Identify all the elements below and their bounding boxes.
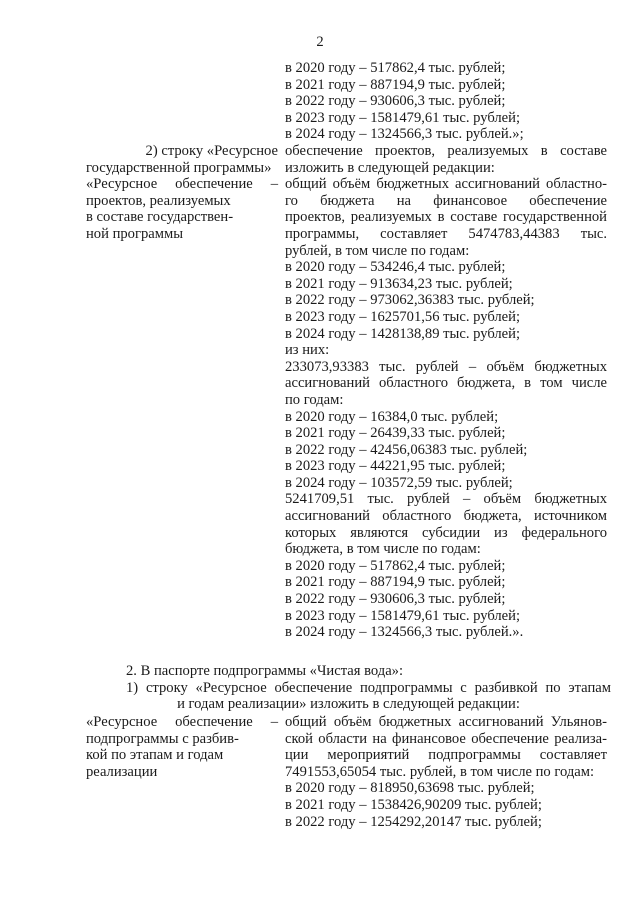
- text-line: изложить в следующей редакции:: [285, 159, 495, 176]
- text-line: программы, составляет 5474783,44383 тыс.: [285, 225, 607, 242]
- year-line: в 2023 году – 1581479,61 тыс. рублей;: [285, 607, 521, 624]
- year-line: в 2023 году – 1625701,56 тыс. рублей;: [285, 308, 521, 325]
- row-title: «Ресурсное обеспечение –: [86, 176, 278, 193]
- section2-left-column: [86, 714, 278, 780]
- text-line: ской области на финансовое обеспечение реализа-: [285, 730, 607, 747]
- year-line: в 2020 году – 517862,4 тыс. рублей;: [285, 60, 506, 76]
- text-line: обеспечение проектов, реализуемых в составе: [285, 143, 607, 159]
- row-title: ной программы: [86, 225, 184, 242]
- row-title: кой по этапам и годам: [86, 747, 224, 764]
- year-line: в 2020 году – 818950,63698 тыс. рублей;: [285, 780, 535, 797]
- year-line: в 2022 году – 42456,06383 тыс. рублей;: [285, 441, 528, 458]
- year-line: в 2023 году – 1581479,61 тыс. рублей;: [285, 109, 521, 126]
- year-line: в 2021 году – 887194,9 тыс. рублей;: [285, 76, 506, 93]
- item2-left-column: [86, 143, 278, 243]
- row-title: «Ресурсное обеспечение –: [86, 714, 278, 730]
- text-line: 7491553,65054 тыс. рублей, в том числе по годам:: [285, 763, 595, 780]
- year-line: в 2024 году – 1428138,89 тыс. рублей;: [285, 325, 521, 342]
- row-title: реализации: [86, 763, 158, 780]
- text-line: из них:: [285, 342, 330, 359]
- text-line: рублей, в том числе по годам:: [285, 242, 470, 259]
- year-line: в 2020 году – 517862,4 тыс. рублей;: [285, 557, 506, 574]
- year-line: в 2021 году – 1538426,90209 тыс. рублей;: [285, 796, 542, 813]
- intro-line: 1) строку «Ресурсное обеспечение подпрограммы с разбивкой по этапам: [126, 679, 611, 696]
- text-line: 233073,93383 тыс. рублей – объём бюджетных: [285, 358, 607, 375]
- text-line: ассигнований областного бюджета, в том числе: [285, 375, 607, 392]
- row-title: подпрограммы с разбив-: [86, 730, 239, 747]
- year-line: в 2024 году – 1324566,3 тыс. рублей.».: [285, 624, 524, 641]
- text-line: проектов, реализуемых в составе государственной: [285, 209, 607, 226]
- prior-section-years: [285, 60, 607, 143]
- year-line: в 2021 году – 887194,9 тыс. рублей;: [285, 574, 506, 591]
- text-line: по годам:: [285, 391, 344, 408]
- section2-header: [86, 663, 611, 713]
- section2-right-column: [285, 714, 607, 830]
- text-line: ции мероприятий подпрограммы составляет: [285, 747, 607, 764]
- item2-label: 2) строку «Ресурсное: [145, 143, 278, 159]
- year-line: в 2020 году – 534246,4 тыс. рублей;: [285, 259, 506, 276]
- row-title: в составе государствен-: [86, 209, 234, 226]
- text-line: общий объём бюджетных ассигнований Ульянов-: [285, 714, 607, 730]
- item2-label: государственной программы»: [86, 159, 272, 176]
- text-line: 5241709,51 тыс. рублей – объём бюджетных: [285, 491, 607, 508]
- year-line: в 2022 году – 930606,3 тыс. рублей;: [285, 591, 506, 608]
- item2-right-column: [285, 143, 607, 641]
- text-line: го бюджета на финансовое обеспечение: [285, 192, 607, 209]
- text-line: бюджета, в том числе по годам:: [285, 541, 481, 558]
- year-line: в 2022 году – 973062,36383 тыс. рублей;: [285, 292, 535, 309]
- text-line: ассигнований областного бюджета, источником: [285, 508, 607, 525]
- year-line: в 2020 году – 16384,0 тыс. рублей;: [285, 408, 499, 425]
- row-title: проектов, реализуемых: [86, 192, 231, 209]
- year-line: в 2024 году – 103572,59 тыс. рублей;: [285, 474, 513, 491]
- page-number: 2: [316, 34, 324, 50]
- intro-line: и годам реализации» изложить в следующей редакции:: [177, 696, 520, 713]
- year-line: в 2021 году – 913634,23 тыс. рублей;: [285, 275, 513, 292]
- year-line: в 2022 году – 1254292,20147 тыс. рублей;: [285, 813, 542, 830]
- year-line: в 2022 году – 930606,3 тыс. рублей;: [285, 93, 506, 110]
- year-line: в 2024 году – 1324566,3 тыс. рублей.»;: [285, 126, 524, 143]
- year-line: в 2023 году – 44221,95 тыс. рублей;: [285, 458, 506, 475]
- section-heading: 2. В паспорте подпрограммы «Чистая вода»:: [126, 663, 404, 679]
- year-line: в 2021 году – 26439,33 тыс. рублей;: [285, 425, 506, 442]
- text-line: которых являются субсидии из федерального: [285, 524, 607, 541]
- text-line: общий объём бюджетных ассигнований областно-: [285, 176, 607, 193]
